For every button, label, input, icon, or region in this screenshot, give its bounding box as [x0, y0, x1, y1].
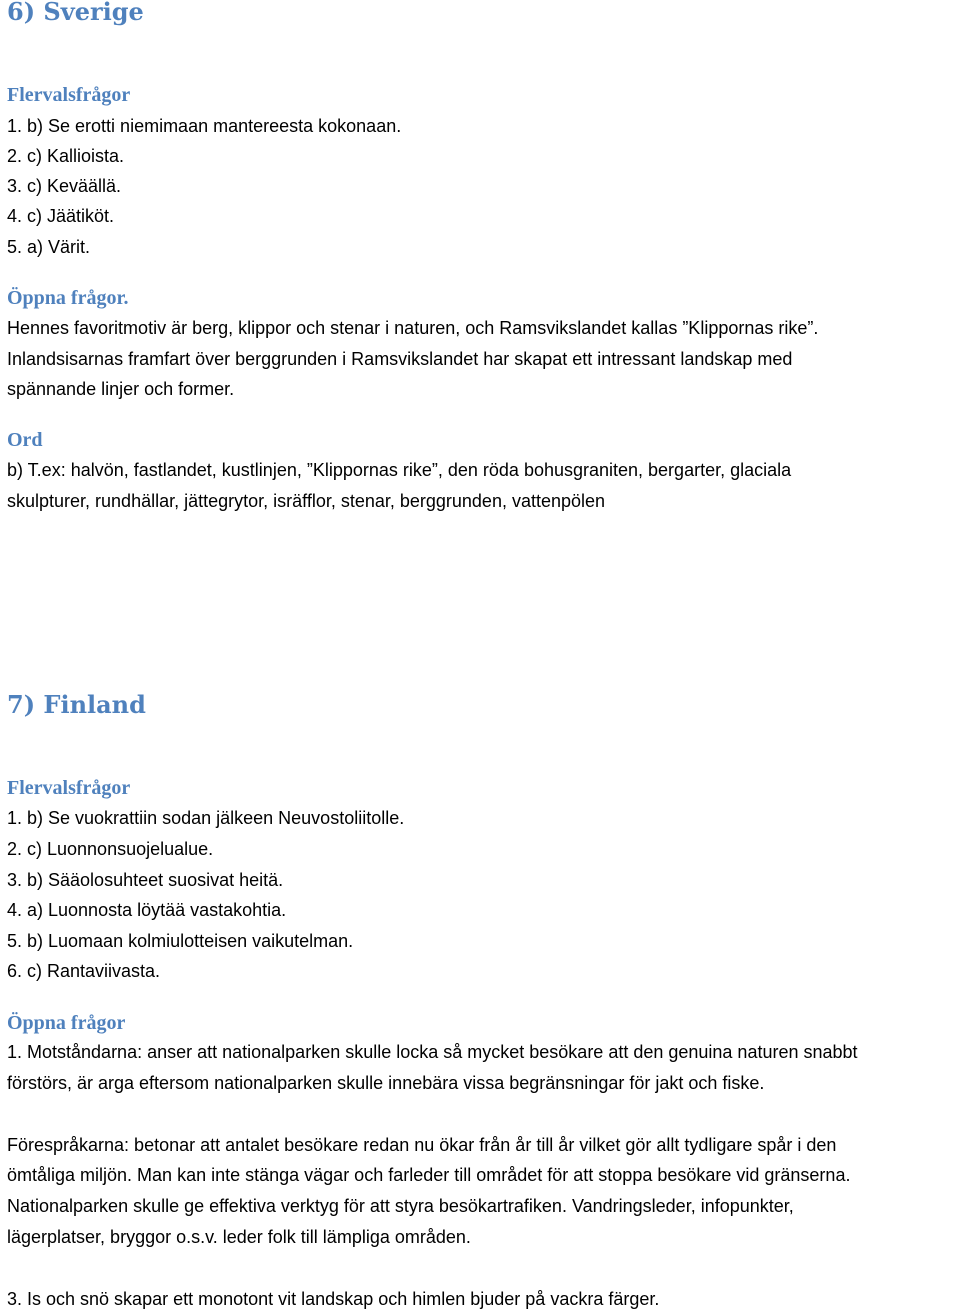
answer-line: 1. b) Se vuokrattiin sodan jälkeen Neuvostoliitolle.	[7, 808, 405, 828]
words-heading: Ord	[7, 429, 43, 451]
answer-line: 4. a) Luonnosta löytää vastakohtia.	[7, 900, 287, 920]
multiple-choice-heading: Flervalsfrågor	[7, 777, 131, 799]
paragraph-line: Hennes favoritmotiv är berg, klippor och stenar i naturen, och Ramsvikslandet kallas ”Klippornas rike”.	[7, 318, 819, 338]
open-questions-heading: Öppna frågor.	[7, 287, 129, 309]
paragraph-line: Inlandsisarnas framfart över berggrunden i Ramsvikslandet har skapat ett intressant landskap med	[7, 349, 793, 369]
answer-line: 5. b) Luomaan kolmiulotteisen vaikutelman.	[7, 931, 354, 951]
paragraph-line: förstörs, är arga eftersom nationalparken skulle innebära vissa begränsningar för jakt och fiske.	[7, 1073, 765, 1093]
multiple-choice-heading: Flervalsfrågor	[7, 84, 131, 106]
answer-line: 3. b) Sääolosuhteet suosivat heitä.	[7, 870, 284, 890]
paragraph-line: 1. Motståndarna: anser att nationalparken skulle locka så mycket besökare att den genuina naturen snabbt	[7, 1042, 858, 1062]
answer-line: 2. c) Luonnonsuojelualue.	[7, 839, 214, 859]
answer-line: 3. c) Keväällä.	[7, 176, 122, 196]
paragraph-line: skulpturer, rundhällar, jättegrytor, isräfflor, stenar, berggrunden, vattenpölen	[7, 491, 606, 511]
open-questions-heading: Öppna frågor	[7, 1012, 126, 1034]
section-title-sverige: 6) Sverige	[7, 0, 144, 26]
paragraph-line: Förespråkarna: betonar att antalet besökare redan nu ökar från år till år vilket gör allt tydligare spår i den	[7, 1135, 837, 1155]
paragraph-line: Nationalparken skulle ge effektiva verktyg för att styra besökartrafiken. Vandringsleder, infopunkter,	[7, 1196, 794, 1216]
paragraph-line: spännande linjer och former.	[7, 379, 235, 399]
paragraph-line: ömtåliga miljön. Man kan inte stänga vägar och farleder till området för att stoppa besökare vid gränserna.	[7, 1165, 851, 1185]
answer-line: 2. c) Kallioista.	[7, 146, 125, 166]
answer-line: 5. a) Värit.	[7, 237, 91, 257]
paragraph-line: b) T.ex: halvön, fastlandet, kustlinjen, ”Klippornas rike”, den röda bohusgraniten, bergarter, glaciala	[7, 460, 792, 480]
answer-line: 1. b) Se erotti niemimaan mantereesta kokonaan.	[7, 116, 402, 136]
paragraph-line: lägerplatser, bryggor o.s.v. leder folk till lämpliga områden.	[7, 1227, 471, 1247]
answer-line: 6. c) Rantaviivasta.	[7, 961, 161, 981]
section-title-finland: 7) Finland	[7, 690, 146, 719]
answer-line: 4. c) Jäätiköt.	[7, 206, 115, 226]
paragraph-line: 3. Is och snö skapar ett monotont vit landskap och himlen bjuder på vackra färger.	[7, 1289, 660, 1309]
